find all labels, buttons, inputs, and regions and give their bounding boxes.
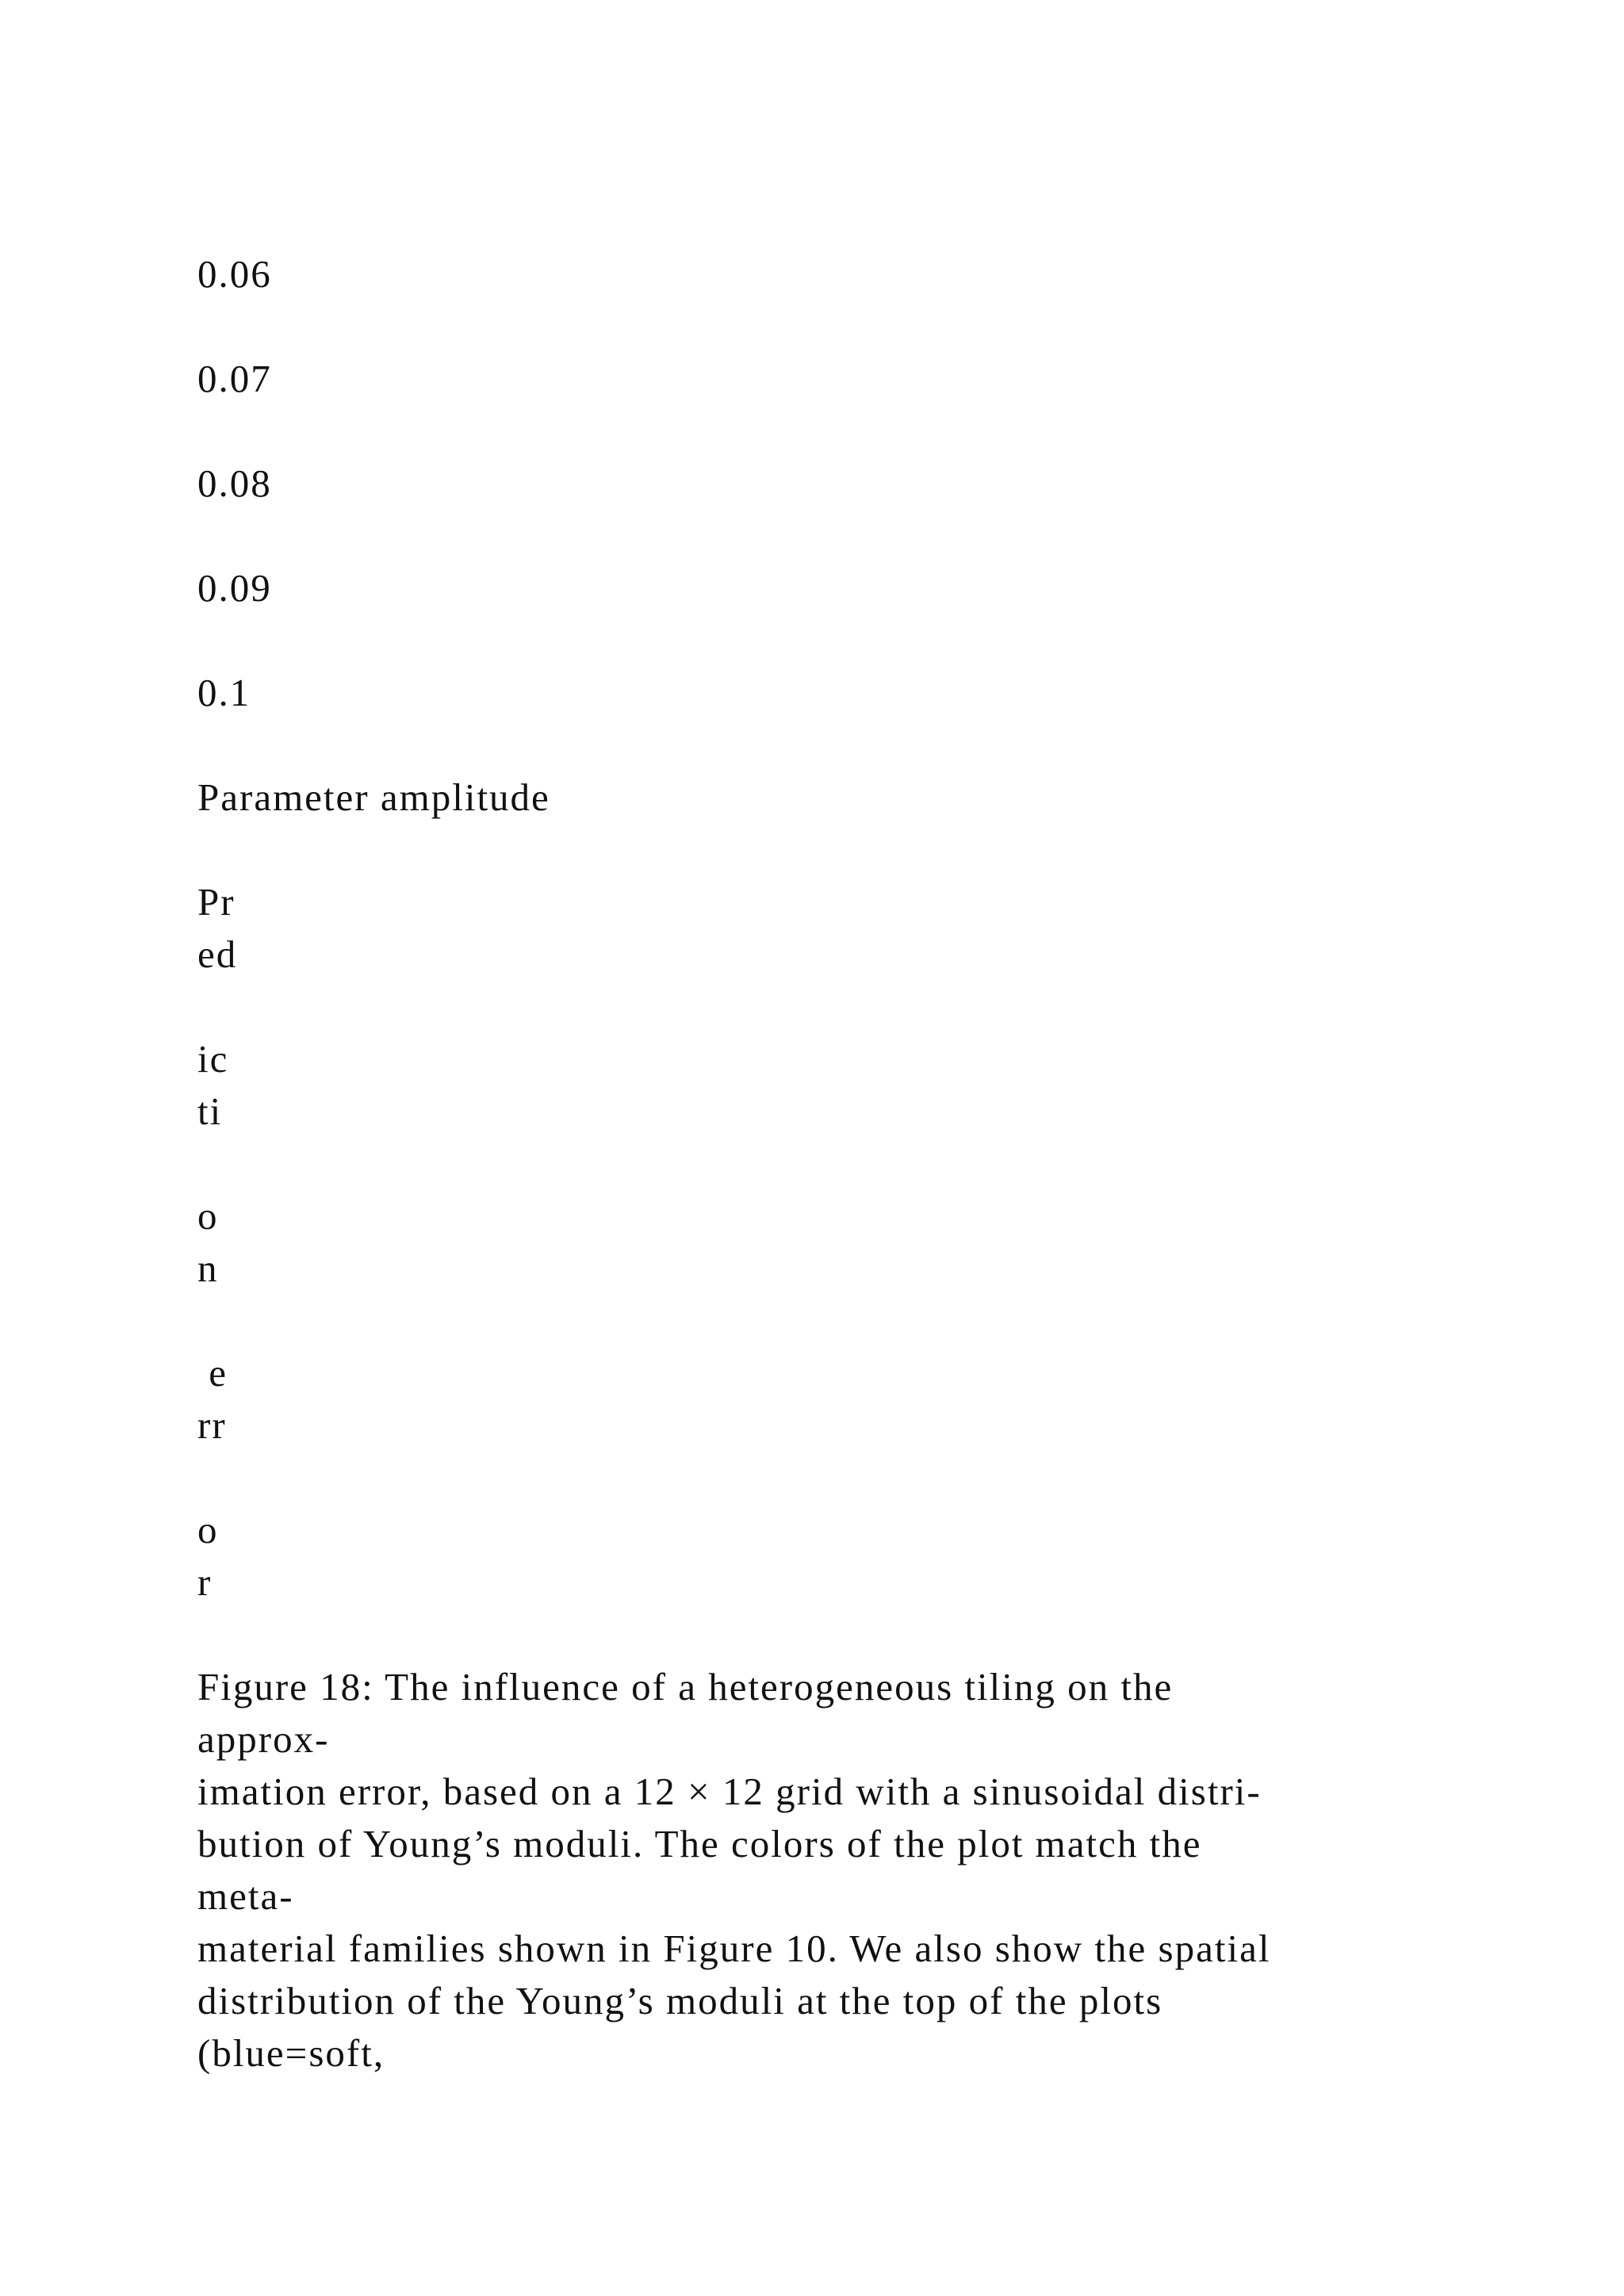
axis-label-fragment: o: [197, 1194, 219, 1238]
figure-caption-line: Figure 18: The influence of a heterogeneous tiling on the: [197, 1665, 1174, 1709]
tick-label-0-08: 0.08: [197, 461, 272, 505]
axis-label-parameter-amplitude: Parameter amplitude: [197, 775, 550, 819]
axis-label-fragment: ed: [197, 932, 238, 976]
figure-caption-line: bution of Young’s moduli. The colors of the plot match the: [197, 1822, 1202, 1866]
axis-label-fragment: ic: [197, 1037, 229, 1081]
tick-label-0-09: 0.09: [197, 566, 272, 610]
figure-caption-line: (blue=soft,: [197, 2031, 385, 2075]
tick-label-0-06: 0.06: [197, 252, 272, 296]
axis-label-fragment: rr: [197, 1403, 227, 1447]
figure-caption-line: imation error, based on a 12 × 12 grid with a sinusoidal distri-: [197, 1770, 1262, 1813]
figure-caption-line: meta-: [197, 1874, 294, 1918]
figure-caption-line: distribution of the Young’s moduli at the top of the plots: [197, 1979, 1163, 2022]
tick-label-0-07: 0.07: [197, 357, 272, 400]
axis-label-fragment: Pr: [197, 880, 236, 924]
axis-label-fragment: n: [197, 1246, 219, 1290]
axis-label-fragment: e: [197, 1351, 228, 1395]
axis-label-fragment: r: [197, 1560, 213, 1604]
axis-label-fragment: ti: [197, 1089, 223, 1133]
tick-label-0-1: 0.1: [197, 671, 251, 714]
axis-label-fragment: o: [197, 1508, 219, 1552]
figure-caption-line: approx-: [197, 1717, 330, 1761]
figure-caption-line: material families shown in Figure 10. We also show the spatial: [197, 1927, 1271, 1970]
